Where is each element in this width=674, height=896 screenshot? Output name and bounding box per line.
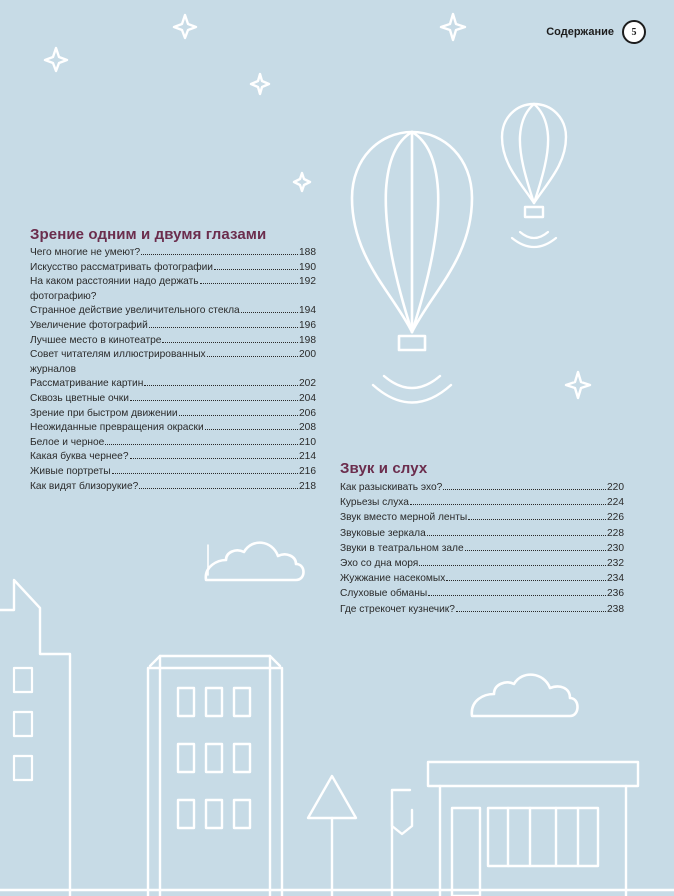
dot-leader (130, 400, 298, 401)
dot-leader (149, 327, 298, 328)
toc-entry-page: 220 (607, 482, 624, 493)
dot-leader (207, 356, 298, 357)
star-icon (566, 372, 590, 398)
building-outline (148, 656, 282, 896)
star-icon (174, 15, 196, 38)
header-title: Содержание (546, 26, 614, 38)
dot-leader (205, 429, 298, 430)
toc-entry-page: 190 (299, 261, 316, 273)
toc-entry (30, 304, 316, 319)
toc-entry (30, 377, 316, 392)
toc-entry-title: Белое и черное (30, 436, 105, 448)
toc-entry-title: Зрение при быстром движении (30, 407, 178, 419)
running-header (546, 20, 646, 44)
toc-entry-title: Звуки в театральном зале (340, 542, 464, 554)
star-icon (441, 14, 465, 40)
page-number-badge: 5 (622, 20, 646, 44)
toc-entry-page: 228 (607, 527, 624, 539)
toc-entry-page: 210 (299, 436, 316, 448)
toc-entry-page: 188 (299, 247, 316, 258)
toc-entry-title: Рассматривание картин (30, 378, 144, 390)
toc-entry-page: 216 (299, 465, 316, 477)
toc-entry-page: 214 (299, 451, 316, 463)
toc-entry-title: Неожиданные превращения окраски (30, 422, 204, 434)
toc-entry-page: 236 (607, 588, 624, 600)
toc-entry-page: 200 (299, 349, 316, 361)
building-window (14, 712, 32, 736)
building-window (14, 668, 32, 692)
dot-leader (468, 519, 606, 520)
cloud-icon (472, 675, 578, 716)
toc-entry-title: Увеличение фотографий (30, 319, 148, 331)
toc-entry (340, 556, 624, 571)
section-title: Зрение одним и двумя глазами (30, 226, 267, 243)
toc-entry-page: 234 (607, 573, 624, 585)
toc-section-vision (30, 226, 316, 494)
dot-leader (112, 473, 298, 474)
toc-entry-page: 230 (607, 542, 624, 554)
star-icon (45, 48, 67, 71)
toc-entry (30, 334, 316, 349)
toc-entry-title: Чего многие не умеют? (30, 247, 141, 258)
cloud-icon (206, 543, 304, 580)
toc-entry (30, 421, 316, 436)
dot-leader (179, 415, 298, 416)
toc-entry-title: Сквозь цветные очки (30, 392, 129, 404)
toc-entry (30, 319, 316, 334)
section-title: Звук и слух (340, 460, 428, 477)
toc-entry-title: Живые портреты (30, 465, 111, 477)
dot-leader (130, 458, 298, 459)
toc-entry-title: На каком расстоянии надо держать фотографию? (30, 276, 199, 302)
toc-entry-page: 226 (607, 512, 624, 524)
toc-entry-title: Как разыскивать эхо? (340, 482, 443, 493)
star-icon (294, 173, 310, 191)
toc-entry (30, 480, 316, 495)
toc-entry (340, 541, 624, 556)
toc-entry-page: 238 (607, 603, 624, 615)
toc-entry-title: Звуковые зеркала (340, 527, 426, 539)
dot-leader (200, 283, 298, 284)
dot-leader (139, 488, 298, 489)
toc-entry-title: Где стрекочет кузнечик? (340, 603, 455, 615)
dot-leader (427, 535, 606, 536)
toc-entry-page: 224 (607, 497, 624, 509)
dot-leader (162, 342, 298, 343)
dot-leader (428, 595, 606, 596)
toc-entry-title: Звук вместо мерной ленты (340, 512, 468, 524)
toc-entry-page: 204 (299, 392, 316, 404)
toc-entry (30, 465, 316, 480)
toc-entry-page: 192 (299, 276, 316, 288)
toc-list (30, 246, 316, 494)
dot-leader (214, 269, 298, 270)
dot-leader (410, 504, 606, 505)
toc-entry (340, 526, 624, 541)
dot-leader (465, 550, 606, 551)
toc-entry (30, 436, 316, 451)
dot-leader (446, 580, 606, 581)
toc-entry-title: Жужжание насекомых (340, 573, 446, 585)
toc-entry (30, 275, 316, 304)
building-outline (0, 580, 70, 896)
toc-entry-title: Слуховые обманы (340, 588, 428, 600)
toc-entry-page: 202 (299, 378, 316, 390)
toc-entry-page: 232 (607, 558, 624, 570)
dot-leader (443, 489, 606, 490)
toc-entry (30, 450, 316, 465)
toc-entry (30, 261, 316, 276)
toc-entry (30, 348, 316, 377)
toc-list (340, 480, 624, 617)
toc-entry-page: 218 (299, 480, 316, 492)
dot-leader (141, 254, 298, 255)
balloon-icon (502, 104, 566, 247)
dot-leader (105, 444, 298, 445)
toc-entry (30, 407, 316, 422)
building-window (14, 756, 32, 780)
dot-leader (419, 565, 606, 566)
toc-entry-title: Курьезы слуха (340, 497, 409, 509)
toc-entry-title: Эхо со дна моря (340, 558, 419, 570)
dot-leader (144, 385, 298, 386)
toc-entry-title: Совет читателям иллюстрированных журналов (30, 349, 206, 375)
toc-entry (340, 495, 624, 510)
toc-entry (30, 392, 316, 407)
toc-entry-page: 208 (299, 422, 316, 434)
balloon-icon (352, 132, 472, 403)
toc-entry (340, 510, 624, 525)
toc-entry-title: Лучшее место в кинотеатре (30, 334, 162, 346)
toc-entry (340, 586, 624, 601)
toc-entry (340, 480, 624, 495)
toc-entry-title: Искусство рассматривать фотографии (30, 261, 213, 273)
toc-entry-page: 198 (299, 334, 316, 346)
toc-entry (340, 571, 624, 586)
road-sign-icon (308, 776, 356, 896)
toc-entry-page: 196 (299, 319, 316, 331)
dot-leader (241, 312, 298, 313)
toc-section-sound (340, 460, 624, 617)
toc-entry-page: 206 (299, 407, 316, 419)
toc-entry (340, 602, 624, 617)
shop-outline (392, 762, 638, 896)
toc-entry-title: Как видят близорукие? (30, 480, 139, 492)
toc-entry-title: Какая буква чернее? (30, 451, 129, 463)
toc-entry-title: Странное действие увеличительного стекла (30, 305, 240, 317)
toc-entry (30, 246, 316, 261)
toc-entry-page: 194 (299, 305, 316, 317)
star-icon (251, 74, 269, 94)
dot-leader (456, 611, 606, 612)
